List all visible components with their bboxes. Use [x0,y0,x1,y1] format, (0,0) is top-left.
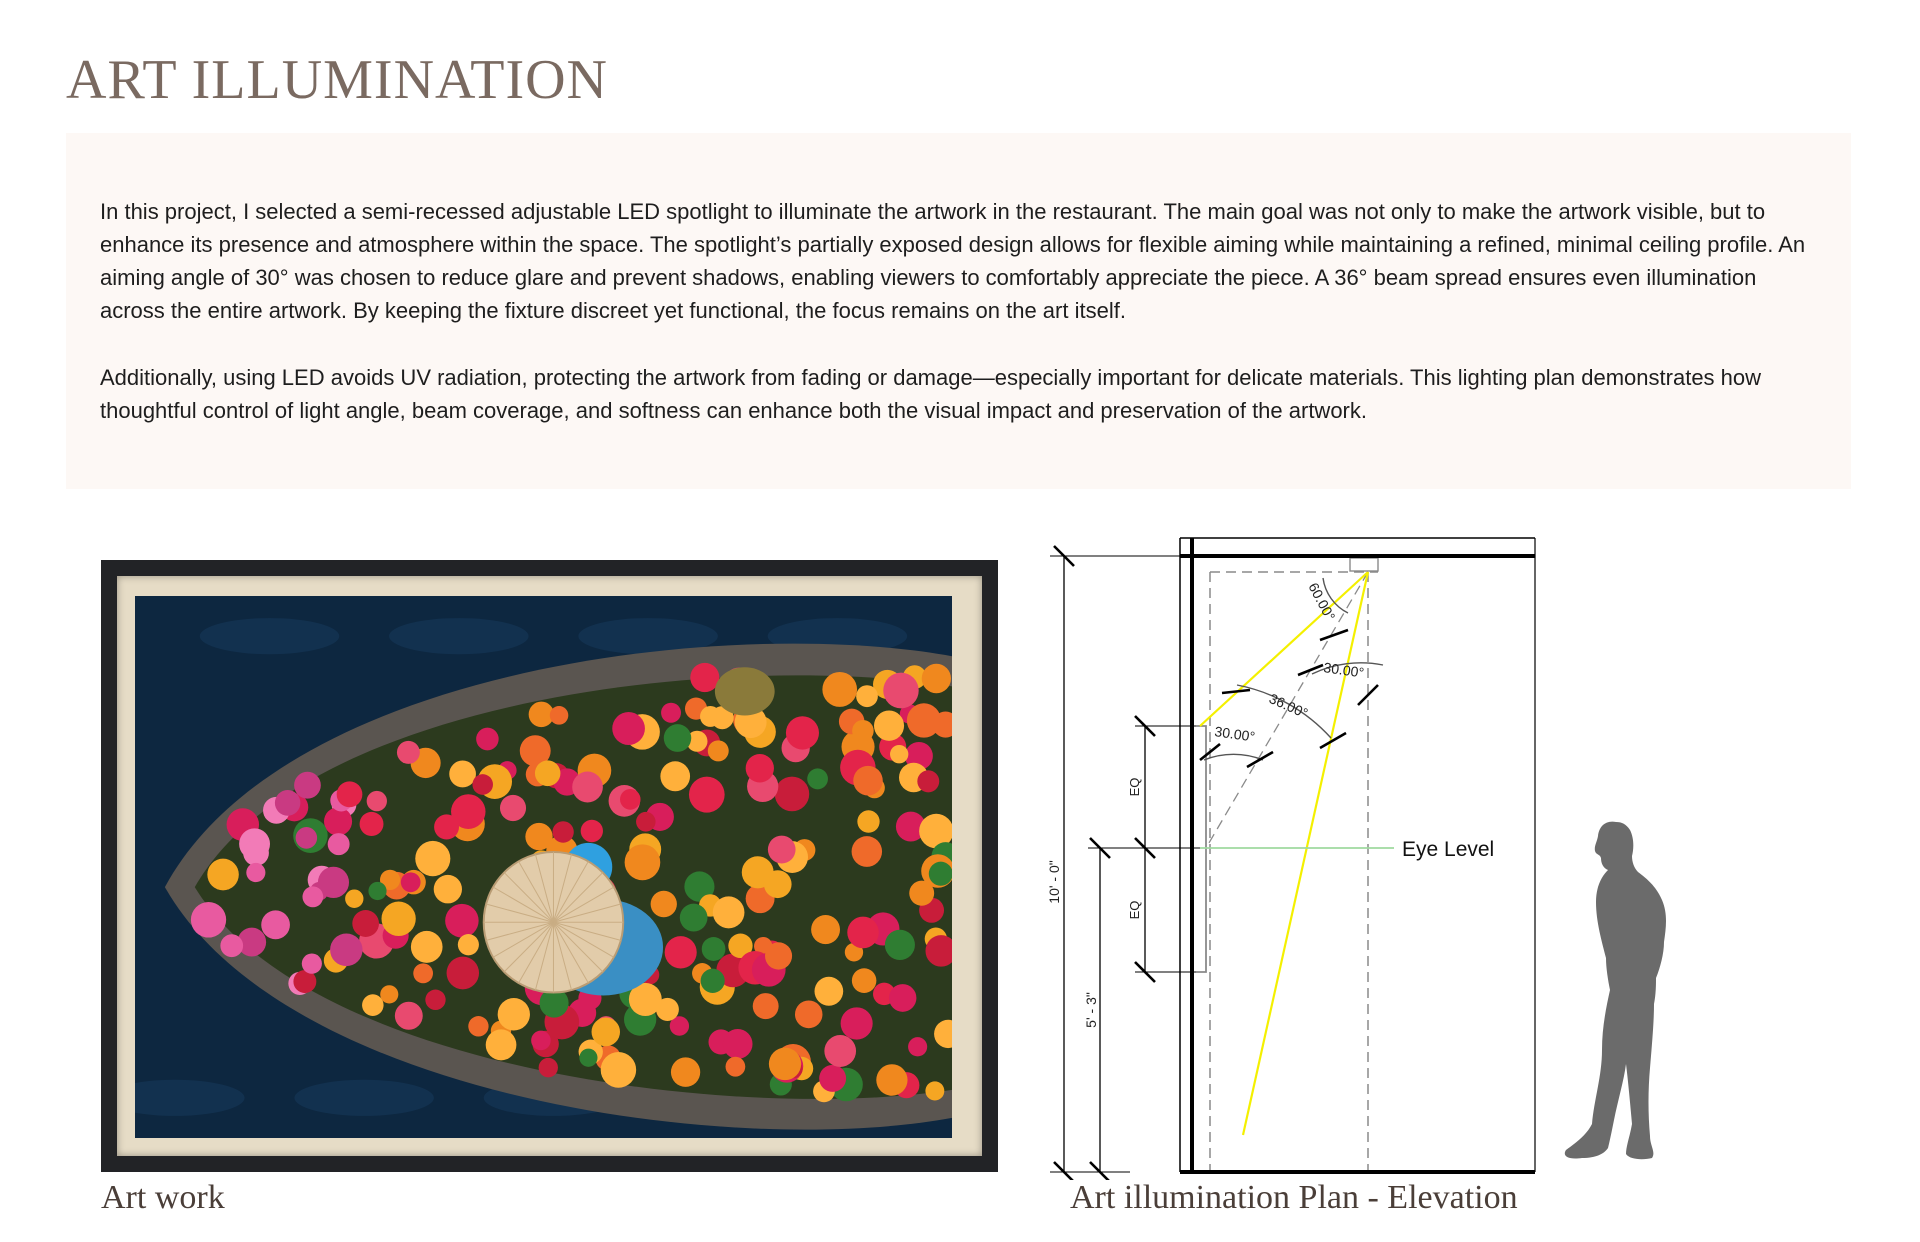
artwork-flower [671,1057,700,1087]
artwork-flower [807,768,828,789]
artwork-flower [425,990,445,1010]
angle-tick-a [1320,630,1348,640]
artwork-flower [302,954,322,974]
artwork-flower [664,724,691,752]
artwork-flower [397,741,420,764]
artwork-flower [550,706,569,725]
artwork-flower [908,1037,927,1056]
human-silhouette-icon [1550,818,1680,1170]
artwork-flower [243,840,269,866]
artwork-flower [665,936,697,968]
artwork-flower [651,891,677,917]
elevation-caption: Art illumination Plan - Elevation [1070,1179,1518,1216]
elevation-drawing [1040,530,1540,1180]
artwork-flower [925,1081,944,1100]
artwork-flower [847,917,878,949]
artwork-flower [690,663,719,692]
artwork-flower [889,984,916,1012]
artwork-flower [411,931,443,963]
artwork-flower [330,933,362,966]
artwork-flower [362,994,384,1016]
artwork-flower [701,969,725,993]
artwork-flower [852,836,882,867]
angle-label-30-lower: 30.00° [1213,723,1257,745]
intro-text-panel [66,133,1851,489]
spotlight-fixture [1350,558,1378,571]
artwork-basket [715,667,775,715]
artwork-flower [680,904,708,932]
angle-tick-e [1320,733,1346,748]
artwork-mat [117,576,982,1156]
artwork-flower [661,703,681,723]
artwork-flower [360,812,384,836]
artwork-flower [531,1031,551,1051]
artwork-flower [769,1048,801,1081]
artwork-flower [447,957,479,990]
artwork-flower [620,789,641,810]
artwork-flower [876,1064,907,1096]
artwork-flower [395,1002,423,1030]
artwork-flower [795,1000,822,1028]
artwork-water-ripple [389,618,528,654]
artwork-flower [708,740,729,761]
artwork-flower [726,1057,746,1077]
artwork-flower [917,770,939,792]
artwork-flower [922,664,951,694]
artwork-flower [890,745,908,763]
artwork-flower [612,712,645,745]
artwork-flower [765,942,792,969]
artwork-flower [535,760,561,786]
beam-lower-edge [1243,572,1368,1135]
artwork-flower [702,937,726,961]
artwork-flower [352,910,379,937]
artwork-flower [636,812,656,832]
artwork-flower [579,1049,597,1067]
artwork-on-wall [1196,726,1206,972]
artwork-flower [324,807,352,835]
artwork-flower [381,902,415,937]
artwork-flower [786,716,819,749]
artwork-flower [689,777,725,813]
artwork-flower [445,904,478,938]
artwork-flower [451,794,485,829]
eye-level-label: Eye Level [1402,838,1495,861]
angle-arc-30-lower [1204,754,1263,760]
artwork-water-ripple [294,1080,433,1116]
angle-label-60: 60.00° [1305,579,1339,624]
artwork-flower [367,791,387,811]
artwork-flower [337,781,363,807]
artwork-caption: Art work [101,1179,225,1216]
artwork-flower [581,820,603,842]
artwork-flower [294,772,321,799]
artwork-flower [525,823,552,851]
artwork-flower [401,872,421,892]
dim-label-eq-upper: EQ [1127,777,1142,797]
artwork-flower [768,836,796,864]
artwork-flower [345,889,363,907]
artwork-flower [415,841,450,876]
artwork-flower [328,833,350,855]
artwork-flower [746,754,774,783]
angle-tick-d [1222,690,1250,693]
dim-label-eye-height: 5' - 3" [1083,992,1099,1028]
artwork-flower [764,870,792,898]
dim-label-total-height: 10' - 0" [1046,860,1062,904]
artwork-flower [856,685,878,707]
artwork-flower [380,985,398,1003]
artwork-flower [472,774,493,795]
artwork-flower [775,777,809,812]
artwork-flower [539,1058,558,1077]
artwork-frame [101,560,998,1172]
artwork-flower [302,886,323,907]
artwork-flower [819,1065,846,1092]
artwork-flower [874,711,904,741]
angle-tick-g [1247,752,1273,767]
artwork-flower [246,863,265,882]
angle-label-30-upper: 30.00° [1322,659,1366,681]
artwork-flower [500,795,526,821]
dim-label-eq-lower: EQ [1127,900,1142,920]
artwork-flower [857,810,879,832]
artwork-image [135,596,952,1138]
artwork-flower [434,875,462,904]
artwork-flower [592,1018,620,1047]
artwork-flower [449,761,476,788]
artwork-flower [811,915,840,944]
intro-paragraph-1: In this project, I selected a semi-recessed adjustable LED spotlight to illuminate the artwork in the restaurant. The main goal was not only to make the artwork visible, but to enhance its presence and atmosphere within the space. The spotlight’s partially exposed design allows for flexible aiming while maintaining a refined, minimal ceiling profile. An aiming angle of 30° was chosen to reduce glare and prevent shadows, enabling viewers to comfortably appreciate the piece. A 36° beam spread ensures even illumination across the entire artwork. By keeping the fixture discreet yet functional, the focus remains on the art itself. [100,199,1806,323]
artwork-flower [261,910,290,939]
artwork-flower [824,1035,856,1067]
artwork-flower [601,1052,636,1088]
artwork-flower [753,993,779,1019]
artwork-flower [207,859,238,891]
page-title: ART ILLUMINATION [66,49,608,111]
artwork-flower [368,882,386,900]
artwork-flower [191,902,226,938]
artwork-flower [660,761,690,791]
artwork-flower [220,934,243,957]
artwork-flower [885,930,915,960]
artwork-flower [907,703,941,737]
artwork-flower [853,766,882,796]
artwork-flower [458,934,479,955]
artwork-flower [815,977,844,1006]
artwork-flower [296,827,318,849]
artwork-flower [275,790,301,816]
artwork-flower [572,772,603,803]
artwork-flower [852,968,877,993]
artwork-flower [498,998,530,1031]
artwork-flower [476,728,499,751]
intro-paragraph-2: Additionally, using LED avoids UV radiation, protecting the artwork from fading or damage—especially important for delicate materials. This lighting plan demonstrates how thoughtful control of light angle, beam coverage, and softness can enhance both the visual impact and preservation of the artwork. [100,365,1762,423]
artwork-flower [822,672,857,707]
artwork-flower [883,673,918,709]
artwork-flower [713,896,745,928]
artwork-flower [552,821,573,842]
angle-tick-b [1298,665,1323,675]
artwork-water-ripple [200,618,339,654]
artwork-flower [929,862,952,886]
artwork-flower [625,844,661,880]
artwork-flower [841,1007,873,1039]
artwork-flower [486,1029,517,1060]
artwork-flower [468,1016,488,1036]
artwork-flower [723,1029,753,1059]
artwork-flower [413,963,433,983]
angle-label-36: 36.00° [1266,690,1311,722]
artwork-flower [852,720,874,742]
